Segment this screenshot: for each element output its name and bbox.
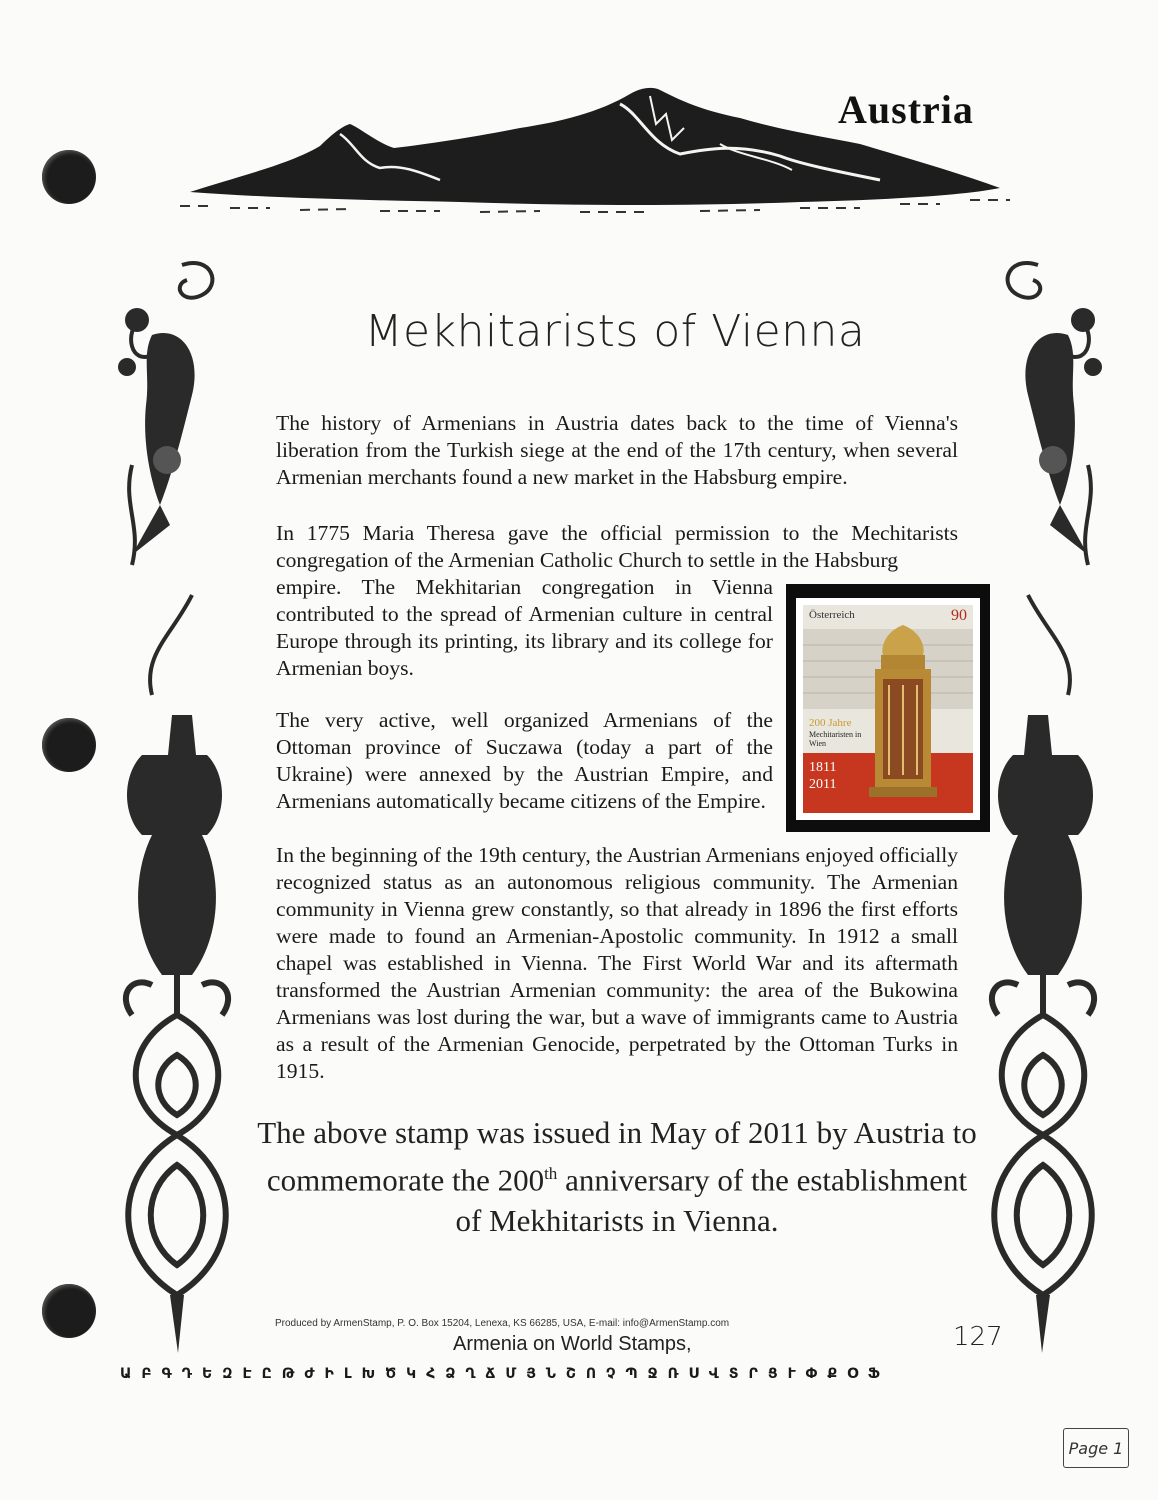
commemoration-post: anniversary of the establishment of Mekhitarists in Vienna. — [455, 1162, 968, 1239]
binder-hole-top — [42, 150, 96, 204]
commemoration-pre: The above stamp was issued in May of 2011 by Austria to commemorate the 200 — [257, 1115, 977, 1198]
paragraph-maria-theresa: In 1775 Maria Theresa gave the official permission to the Mechitarists congregation of the Armenian Catholic Church to settle in the Habsburg — [276, 521, 958, 572]
country-heading: Austria — [838, 87, 974, 132]
stamp-country: Österreich — [809, 609, 855, 621]
commemoration-text — [252, 1112, 982, 1241]
stamp-year-end: 2011 — [809, 777, 837, 792]
series-title: Armenia on World Stamps, — [453, 1333, 692, 1355]
page-number: 127 — [953, 1322, 1003, 1352]
producer-credit: Produced by ArmenStamp, P. O. Box 15204, Lenexa, KS 66285, USA, E-mail: info@ArmenStamp.com — [275, 1318, 730, 1329]
binder-hole-bottom — [42, 1284, 96, 1338]
stamp-image — [803, 605, 973, 813]
paragraph-mekhitarian-congregation: empire. The Mekhitarian congregation in Vienna contributed to the spread of Armenian culture in central Europe through its printing, its library and its college for Armenian boys. — [276, 575, 773, 680]
handwritten-page-note: Page 1 — [1063, 1428, 1129, 1468]
stamp-mount — [786, 584, 990, 832]
armenian-alphabet-strip: ԱԲԳԴԵԶԷԸԹԺԻԼԽԾԿՀՁՂՃՄՅՆՇՈՉՊՋՌՍՎՏՐՑՒՓՔՕՖ — [120, 1366, 890, 1382]
commemoration-superscript: th — [544, 1164, 558, 1183]
paragraph-19th-century: In the beginning of the 19th century, the Austrian Armenians enjoyed officially recognized status as an autonomous religious community. The Armenian community in Vienna grew constantly, so that already in 1896 the first efforts were made to found an Armenian-Apostolic community. In 1912 a small chapel was established in Vienna. The First World War and its aftermath transformed the Austrian Armenian community: the area of the Bukowina Armenians was lost during the war, but a wave of immigrants came to Austria as a result of the Armenian Genocide, perpetrated by the Ottoman Turks in 1915. — [276, 843, 958, 1083]
stamp-value: 90 — [951, 607, 967, 624]
paragraph-history: The history of Armenians in Austria dates back to the time of Vienna's liberation from the Turkish siege at the end of the 17th century, when several Armenian merchants found a new market in the Habsburg empire. — [276, 411, 958, 489]
stamp-anniversary: 200 Jahre — [809, 717, 852, 729]
page-title: Mekhitarists of Vienna — [364, 306, 866, 357]
stamp-caption: Mechitaristen in Wien — [809, 730, 862, 748]
binder-hole-middle — [42, 718, 96, 772]
left-ornament-border — [112, 255, 252, 1355]
stamp-year-start: 1811 — [809, 760, 837, 775]
paragraph-suczawa: The very active, well organized Armenians of the Ottoman province of Suczawa (today a part of the Ukraine) were annexed by the Austrian Empire, and Armenians automatically became citizens of the Empire. — [276, 708, 773, 813]
stamp — [796, 598, 980, 820]
